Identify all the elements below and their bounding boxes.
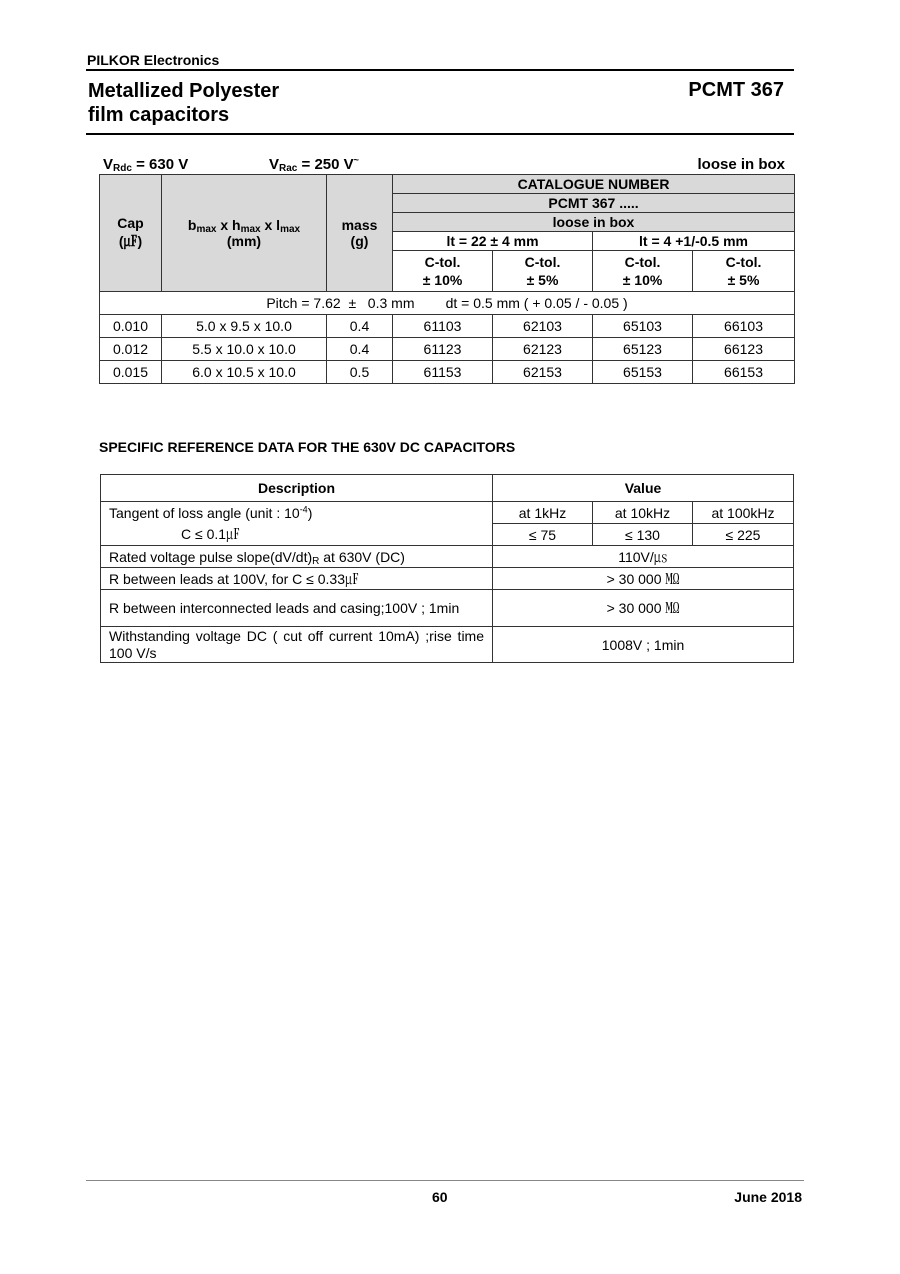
pitch-row: Pitch = 7.62 ± 0.3 mm dt = 0.5 mm ( + 0.05 / - 0.05 ) [100,292,795,315]
pulse-slope-value: 110V/㎲ [493,546,794,568]
ctol-header: C-tol. ± 10% [593,251,693,292]
lead-length-b-header: lt = 4 +1/-0.5 mm [593,232,795,251]
tan-value-10khz: ≤ 130 [593,524,693,546]
cap-header: Cap (㎌) [100,175,162,292]
freq-10khz: at 10kHz [593,502,693,524]
packing-label: loose in box [697,156,785,173]
dimensions-header: $b_{max}$ x $h_{max}$ x $l_{max}$ (mm) [162,175,327,292]
series-header: PCMT 367 ..... [393,194,795,213]
description-header: Description [101,475,493,502]
mass-header: mass (g) [327,175,393,292]
catalogue-number-header: CATALOGUE NUMBER [393,175,795,194]
r-casing-value: > 30 000 ㏁ [493,590,794,627]
title-line-2: film capacitors [88,104,230,126]
rated-dc-voltage: $V_{Rdc} = 630$ V [103,156,189,174]
pulse-slope-label: Rated voltage pulse $slope(dV/dt)_R$ at 630V (DC) [101,546,493,568]
document-title [88,79,279,127]
lead-length-a-header: lt = 22 ± 4 mm [393,232,593,251]
withstand-value: 1008V ; 1min [493,627,794,663]
tan-value-1khz: ≤ 75 [493,524,593,546]
ctol-header: C-tol. ± 10% [393,251,493,292]
section-title: SPECIFIC REFERENCE DATA FOR THE 630V DC CAPACITORS [99,439,516,455]
ctol-header: C-tol. ± 5% [493,251,593,292]
rated-ac-voltage: $V_{Rac} = 250$ V~ [269,155,359,174]
footer-rule [86,1180,804,1181]
value-header: Value [493,475,794,502]
tan-value-100khz: ≤ 225 [693,524,794,546]
reference-table [100,474,794,663]
freq-1khz: at 1kHz [493,502,593,524]
footer-date: June 2018 [734,1189,802,1205]
company-name: PILKOR Electronics [87,52,220,68]
part-number: PCMT 367 [688,79,784,101]
r-leads-label: R between leads at 100V, for C ≤ 0.33㎌ [101,568,493,590]
r-leads-value: > 30 000 ㏁ [493,568,794,590]
title-line-1: Metallized Polyester [88,80,280,102]
r-casing-label: R between interconnected leads and casing;100V ; 1min [101,590,493,627]
ctol-header: C-tol. ± 5% [693,251,795,292]
page-number: 60 [432,1189,448,1205]
tangent-loss-label: Tangent of loss angle (unit : $10^{-4}$) C ≤ 0.1㎌ [101,502,493,546]
table-row: 0.010 5.0 x 9.5 x 10.0 0.4 61103 62103 65103 66103 [100,315,795,338]
withstand-label: Withstanding voltage DC ( cut off current 10mA) ;rise time 100 V/s [101,627,493,663]
packing-header: loose in box [393,213,795,232]
catalogue-table [99,174,795,384]
table-row: 0.015 6.0 x 10.5 x 10.0 0.5 61153 62153 65153 66153 [100,361,795,384]
header-rule-top [86,69,794,71]
table-row: 0.012 5.5 x 10.0 x 10.0 0.4 61123 62123 65123 66123 [100,338,795,361]
freq-100khz: at 100kHz [693,502,794,524]
header-rule-bottom [86,133,794,135]
